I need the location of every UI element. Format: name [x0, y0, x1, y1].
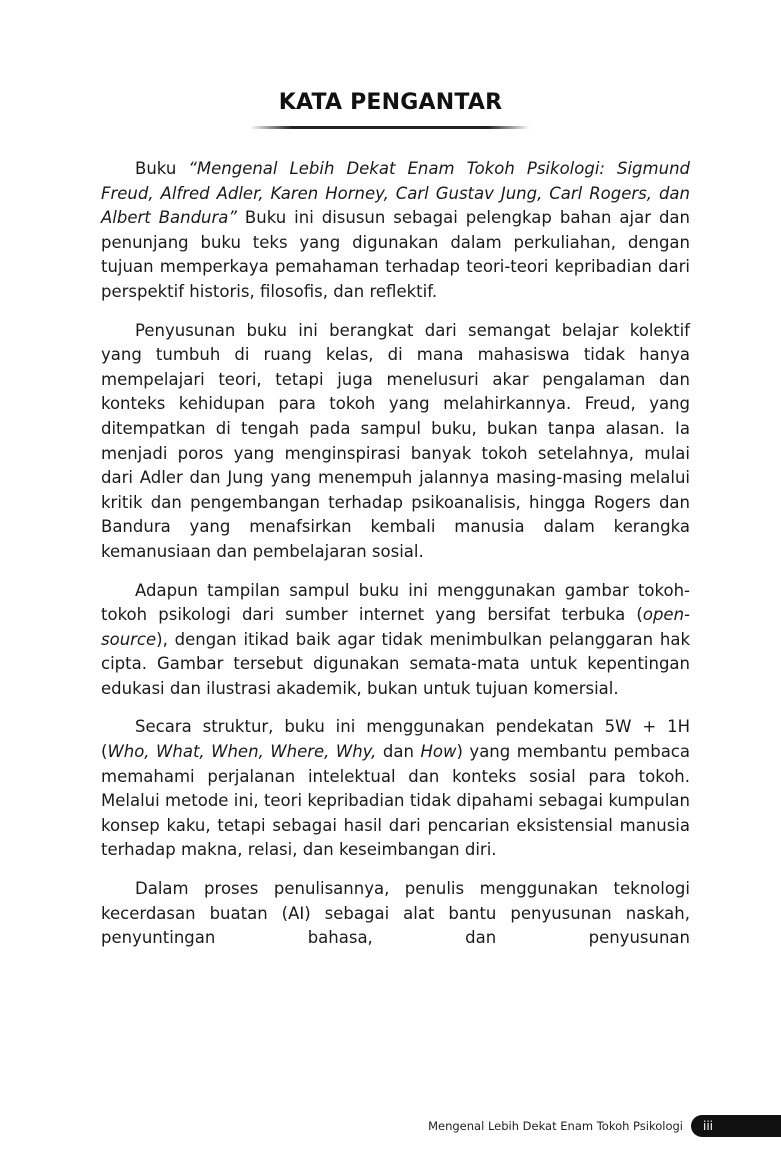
paragraph-3-italic: open-source [101, 605, 690, 649]
paragraph-2: Penyusunan buku ini berangkat dari semangat belajar kolektif yang tumbuh di ruang kelas, di mana mahasiswa tidak hanya mempelajari teori, tetapi juga menelusuri akar pengalaman dan konteks kehidupan para tokoh yang melahirkannya. Freud, yang ditempatkan di tengah pada sampul buku, bukan tanpa alasan. Ia menjadi poros yang menginspirasi banyak tokoh setelahnya, mulai dari Adler dan Jung yang menempuh jalannya masing-masing melalui kritik dan pengembangan terhadap psikoanalisis, hingga Rogers dan Bandura yang menafsirkan kembali manusia dalam kerangka kemanusiaan dan pembelajaran sosial. [101, 320, 690, 561]
footer-book-title: Mengenal Lebih Dekat Enam Tokoh Psikologi [428, 1119, 683, 1133]
paragraph-1-book-title: “Mengenal Lebih Dekat Enam Tokoh Psikologi: Sigmund Freud, Alfred Adler, Karen Horney, Carl Gustav Jung, Carl Rogers, dan Albert Bandura” [101, 159, 690, 228]
paragraph-5: Dalam proses penulisannya, penulis menggunakan teknologi kecerdasan buatan (AI) sebagai alat bantu penyusunan naskah, penyuntingan bahasa, dan penyusunan [101, 879, 690, 948]
paragraph-4-mid: dan [376, 742, 421, 762]
paragraph-4 [101, 715, 690, 863]
body-text [101, 157, 690, 965]
title-underline [250, 126, 530, 129]
paragraph-4-lead: Secara struktur, buku ini menggunakan pendekatan 5W + 1H ( [101, 717, 690, 762]
page-number: iii [703, 1119, 714, 1133]
paragraph-3-tail: ), dengan itikad baik agar tidak menimbulkan pelanggaran hak cipta. Gambar tersebut digunakan semata-mata untuk kepentingan edukasi dan ilustrasi akademik, bukan untuk tujuan komersial. [101, 629, 690, 698]
paragraph-1-tail: Buku ini disusun sebagai pelengkap bahan ajar dan penunjang buku teks yang digunakan dalam perkuliahan, dengan tujuan memperkaya pemahaman terhadap teori-teori kepribadian dari perspektif historis, filosofis, dan reflektif. [101, 208, 690, 301]
paragraph-4-tail: ) yang membantu pembaca memahami perjalanan intelektual dan konteks sosial para tokoh. Melalui metode ini, teori kepribadian tidak dipahami sebagai kumpulan konsep kaku, tetapi sebagai hasil dari pencarian eksistensial manusia terhadap makna, relasi, dan keseimbangan diri. [101, 742, 690, 860]
paragraph-3-lead: Adapun tampilan sampul buku ini menggunakan gambar tokoh-tokoh psikologi dari sumber internet yang bersifat terbuka ( [101, 580, 690, 625]
page-title: KATA PENGANTAR [278, 90, 503, 115]
paragraph-1-lead: Buku [135, 159, 189, 178]
page-number-tab [691, 1115, 781, 1137]
paragraph-1 [101, 157, 690, 305]
page-footer [428, 1115, 781, 1137]
paragraph-4-italic-2: How [420, 742, 457, 762]
paragraph-4-italic: Who, What, When, Where, Why, [107, 742, 377, 762]
paragraph-3 [101, 579, 690, 702]
